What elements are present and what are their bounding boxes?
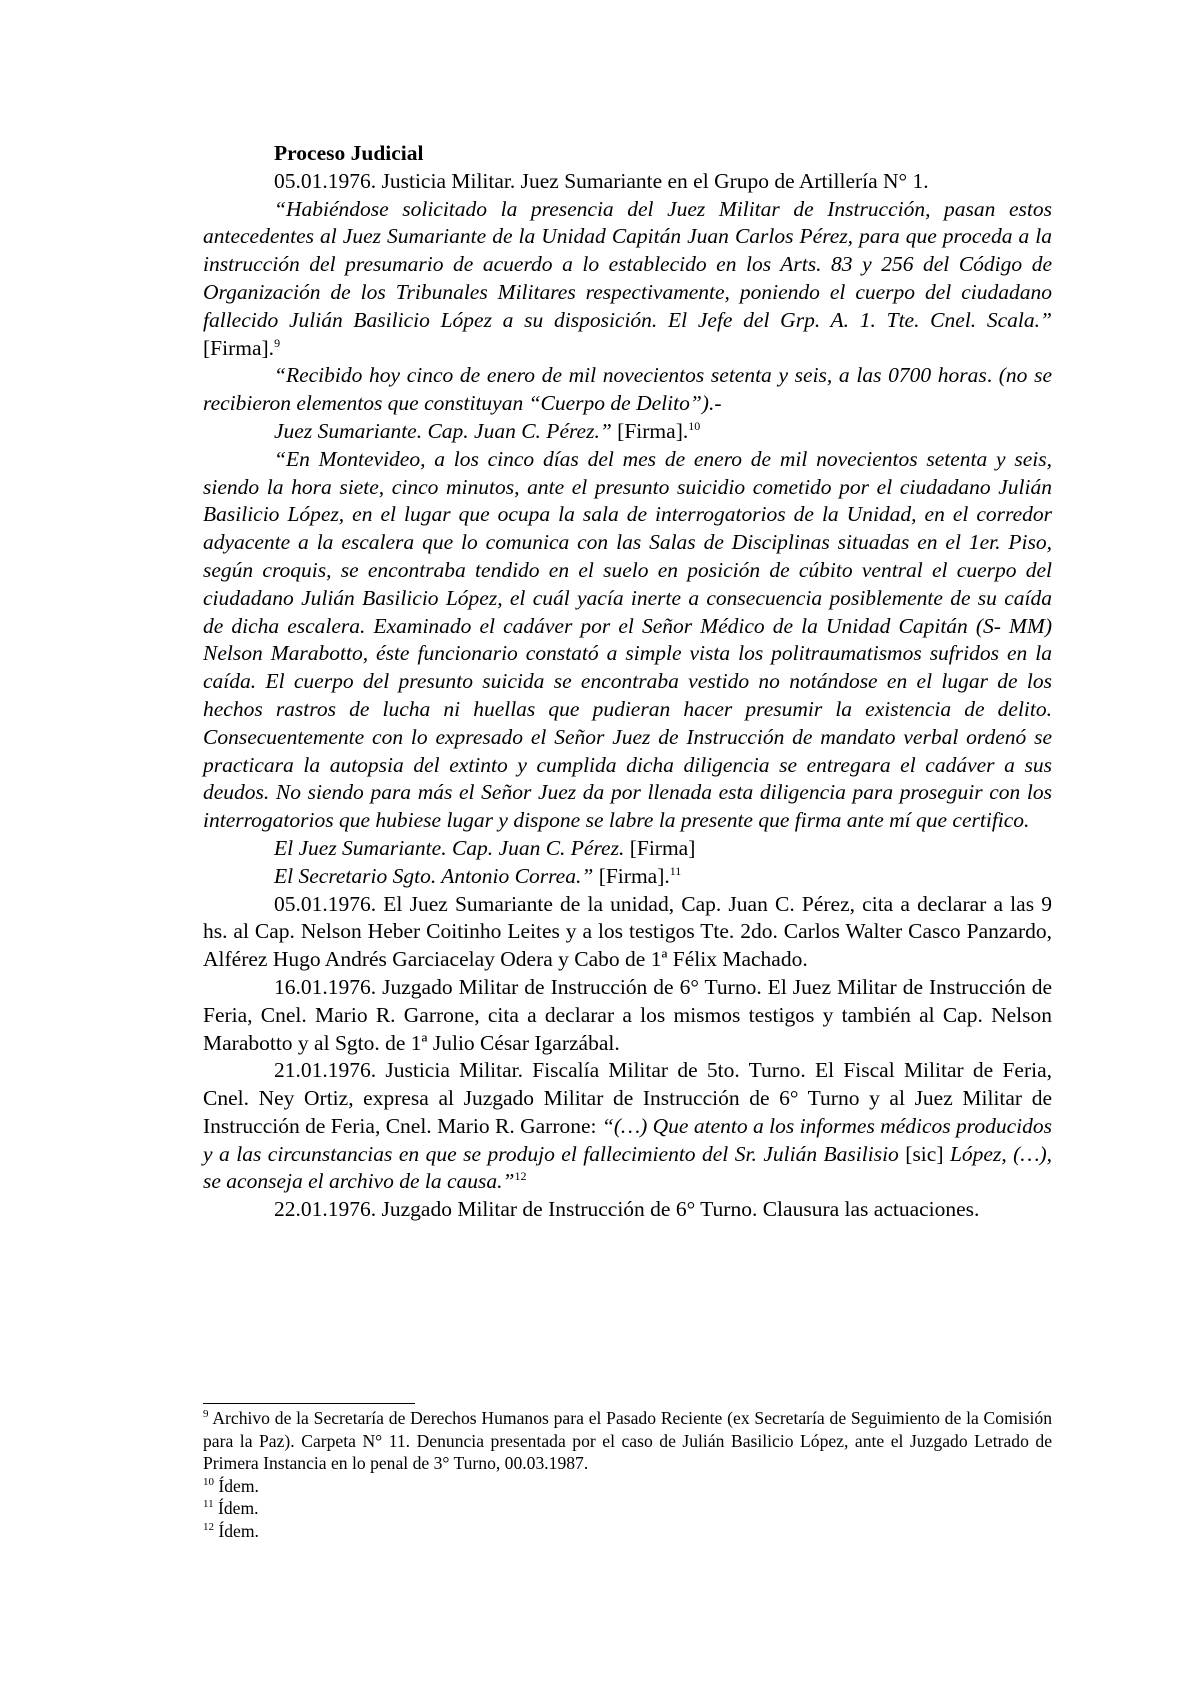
paragraph-p4 bbox=[203, 418, 1052, 446]
footnote-number: 10 bbox=[203, 1475, 214, 1488]
text-segment: El Secretario Sgto. Antonio Correa.” bbox=[274, 863, 594, 888]
text-segment: “(…) Que atento a los informes médicos producidos y a las circunstancias en que se produjo el fallecimiento del Sr. Julián Basilisio bbox=[203, 1113, 1052, 1166]
text-segment: 05.01.1976. Justicia Militar. Juez Sumariante en el Grupo de Artillería N° 1. bbox=[274, 168, 929, 193]
footnote-reference[interactable]: 12 bbox=[514, 1169, 527, 1184]
text-segment: El Juez Sumariante. Cap. Juan C. Pérez. bbox=[274, 835, 625, 860]
paragraph-p7 bbox=[203, 863, 1052, 891]
paragraph-p8 bbox=[203, 891, 1052, 974]
paragraph-p10 bbox=[203, 1057, 1052, 1196]
text-segment: [Firma] bbox=[624, 835, 696, 860]
footnote-number: 9 bbox=[203, 1408, 209, 1421]
text-segment: Juez Sumariante. Cap. Juan C. Pérez.” bbox=[274, 418, 612, 443]
document-body bbox=[203, 140, 1052, 1224]
footnote-reference[interactable]: 9 bbox=[274, 335, 281, 350]
text-segment: “Recibido hoy cinco de enero de mil novecientos setenta y seis, a las 0700 horas bbox=[274, 363, 987, 388]
footnote-text: Archivo de la Secretaría de Derechos Humanos para el Pasado Reciente (ex Secretaría de Seguimiento de la Comisión para la Paz). Carpeta N° 11. Denuncia presentada por el caso de Julián Basilicio López, ante el Juzgado Letrado de Primera Instancia en lo penal de 3° Turno, 00.03.1987. bbox=[203, 1408, 1052, 1474]
footnote-list bbox=[203, 1407, 1052, 1543]
section-heading: Proceso Judicial bbox=[274, 141, 424, 165]
paragraph-p1 bbox=[203, 168, 1052, 196]
paragraph-p6 bbox=[203, 835, 1052, 863]
text-segment: 21.01.1976. Justicia Militar. Fiscalía Militar de 5to. Turno. El Fiscal Militar de Feria, Cnel. Ney Ortiz, expresa al Juzgado Militar de Instrucción de 6° Turno y al Juez Militar de Instrucción de Feria, Cnel. Mario R. Garrone: bbox=[203, 1058, 1052, 1138]
text-segment: 05.01.1976. El Juez Sumariante de la unidad, Cap. Juan C. Pérez, cita a declarar a las 9 hs. al Cap. Nelson Heber Coitinho Leites y a los testigos Tte. 2do. Carlos Walter Casco Panzardo, Alférez Hugo Andrés Garciacelay Odera y Cabo de 1ª Félix Machado. bbox=[203, 891, 1052, 972]
paragraph-p11 bbox=[203, 1196, 1052, 1224]
paragraph-p3 bbox=[203, 362, 1052, 418]
footnote-reference[interactable]: 10 bbox=[688, 418, 701, 433]
text-segment: “Habiéndose solicitado la presencia del Juez Militar de Instrucción, pasan estos antecedentes al Juez Sumariante de la Unidad Capitán Juan Carlos Pérez, para que proceda a la instrucción del presumario de acuerdo a lo establecido en los Arts. 83 y 256 del Código de Organización de los Tribunales Militares respectivamente, poniendo el cuerpo del ciudadano fallecido Julián Basilicio López a su disposición. El Jefe del Grp. A. 1. Tte. Cnel. Scala.” bbox=[203, 196, 1052, 332]
text-segment: [Firma]. bbox=[611, 418, 689, 443]
footnote-number: 11 bbox=[203, 1498, 214, 1511]
text-segment: [sic] bbox=[898, 1141, 950, 1166]
footnote-reference[interactable]: 11 bbox=[669, 863, 682, 878]
text-segment: (no se recibieron elementos que constituyan “Cuerpo de Delito”).- bbox=[203, 363, 1052, 416]
footnote-9 bbox=[203, 1407, 1052, 1475]
text-segment: [Firma]. bbox=[203, 335, 275, 360]
paragraph-list bbox=[203, 168, 1052, 1224]
text-segment: “En Montevideo, a los cinco días del mes de enero de mil novecientos setenta y seis, siendo la hora siete, cinco minutos, ante el presunto suicidio cometido por el ciudadano Julián Basilicio López, en el lugar que ocupa la sala de interrogatorios de la Unidad, en el corredor adyacente a la escalera que lo comunica con las Salas de Disciplinas situadas en el 1er. Piso, según croquis, se encontraba tendido en el suelo en posición de cúbito ventral el cuerpo del ciudadano Julián Basilicio López, el cuál yacía inerte a consecuencia posiblemente de su caída de dicha escalera. Examinado el cadáver por el Señor Médico de la Unidad Capitán (S- MM) Nelson Marabotto, éste funcionario constató a simple vista los politraumatismos sufridos en la caída. El cuerpo del presunto suicida se encontraba vestido no notándose en el lugar de los hechos rastros de lucha ni huellas que pudieran hacer presumir la existencia de delito. Consecuentemente con lo expresado el Señor Juez de Instrucción de mandato verbal ordenó se practicara la autopsia del extinto y cumplida dicha diligencia se entregara el cadáver a sus deudos. No siendo para más el Señor Juez da por llenada esta diligencia para proseguir con los interrogatorios que hubiese lugar y dispone se labre la presente que firma ante mí que certifico. bbox=[203, 446, 1052, 833]
footnote-12 bbox=[203, 1520, 1052, 1543]
paragraph-p5 bbox=[203, 446, 1052, 835]
footnote-10 bbox=[203, 1475, 1052, 1498]
footnote-text: Ídem. bbox=[214, 1520, 259, 1541]
footnote-number: 12 bbox=[203, 1521, 214, 1534]
text-segment: . bbox=[986, 363, 999, 388]
footnote-separator bbox=[203, 1403, 415, 1404]
footnote-text: Ídem. bbox=[214, 1475, 259, 1496]
text-segment: López, (…), se aconseja el archivo de la causa.” bbox=[203, 1141, 1052, 1194]
text-segment: 22.01.1976. Juzgado Militar de Instrucción de 6° Turno. Clausura las actuaciones. bbox=[274, 1197, 980, 1222]
footnote-11 bbox=[203, 1497, 1052, 1520]
footnote-text: Ídem. bbox=[213, 1498, 259, 1519]
paragraph-p9 bbox=[203, 974, 1052, 1057]
text-segment: [Firma]. bbox=[593, 863, 670, 888]
text-segment: 16.01.1976. Juzgado Militar de Instrucción de 6° Turno. El Juez Militar de Instrucción de Feria, Cnel. Mario R. Garrone, cita a declarar a los mismos testigos y también al Cap. Nelson Marabotto y al Sgto. de 1ª Julio César Igarzábal. bbox=[203, 974, 1052, 1055]
paragraph-p2 bbox=[203, 196, 1052, 363]
